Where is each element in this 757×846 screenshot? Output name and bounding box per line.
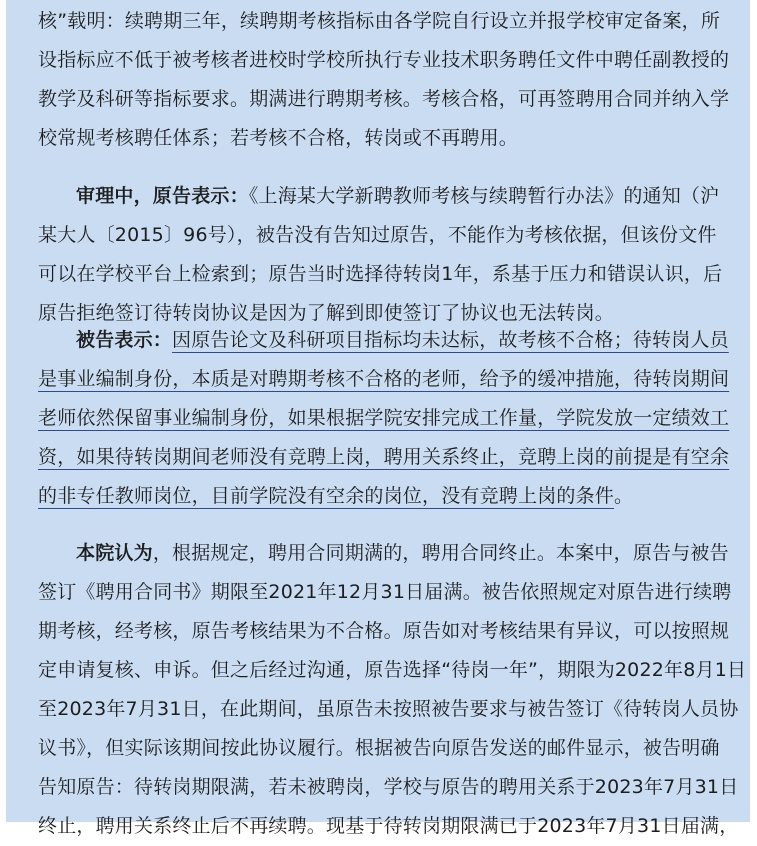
underlined-text: 的非专任教师岗位，目前学院没有空余的岗位，没有竞聘上岗的条件 <box>38 485 615 507</box>
text-line: 签订《聘用合同书》期限至2021年12月31日届满。被告依照规定对原告进行续聘 <box>38 581 732 603</box>
text-line: 校常规考核聘任体系；若考核不合格，转岗或不再聘用。 <box>38 127 519 149</box>
text-line: 告知原告：待转岗期限满，若未被聘岗，学校与原告的聘用关系于2023年7月31日 <box>38 776 739 798</box>
text-line: 设指标应不低于被考核者进校时学校所执行专业技术职务聘任文件中聘任副教授的 <box>38 49 730 71</box>
text-line: 某大人〔2015〕96号），被告没有告知过原告，不能作为考核依据，但该份文件 <box>38 224 717 246</box>
document-page <box>6 0 750 837</box>
text-line <box>38 534 728 573</box>
text-run: ，根据规定，聘用合同期满的，聘用合同终止。本案中，原告与被告 <box>152 542 729 564</box>
paragraph-renewal-terms <box>38 2 728 158</box>
text-run: 。 <box>614 485 634 507</box>
text-line <box>38 477 728 516</box>
underlined-text: 老师依然保留事业编制身份，如果根据学院安排完成工作量，学院发放一定绩效工 <box>38 407 730 429</box>
paragraph-defendant-statement <box>38 321 728 516</box>
text-line <box>38 399 728 438</box>
text-line: 教学及科研等指标要求。期满进行聘期考核。考核合格，可再签聘用合同并纳入学 <box>38 88 730 110</box>
text-line <box>38 177 728 216</box>
underlined-text: 因原告论文及科研项目指标均未达标，故考核不合格；待转岗人员 <box>172 329 729 351</box>
text-line: 期考核，经考核，原告考核结果为不合格。原告如对考核结果有异议，可以按照规 <box>38 620 730 642</box>
paragraph-court-opinion <box>38 534 747 846</box>
defendant-label: 被告表示： <box>76 329 173 351</box>
paragraph-plaintiff-statement <box>38 177 728 333</box>
text-line: 定申请复核、申诉。但之后经过沟通，原告选择“待岗一年”，期限为2022年8月1日 <box>38 659 747 681</box>
court-label: 本院认为 <box>76 542 153 564</box>
text-line: 可以在学校平台上检索到；原告当时选择待转岗1年，系基于压力和错误认识，后 <box>38 263 723 285</box>
plaintiff-label: 审理中，原告表示： <box>76 185 249 207</box>
text-line: 终止，聘用关系终止后不再续聘。现基于待转岗期限满已于2023年7月31日届满， <box>38 815 739 837</box>
text-line: 原告拒绝签订待转岗协议是因为了解到即使签订了协议也无法转岗。 <box>38 302 615 324</box>
text-line <box>38 360 728 399</box>
text-run: 《上海某大学新聘教师考核与续聘暂行办法》的通知（沪 <box>248 185 720 207</box>
text-line: 至2023年7月31日，在此期间，虽原告未按照被告要求与被告签订《待转岗人员协 <box>38 698 739 720</box>
text-line: 议书》，但实际该期间按此协议履行。根据被告向原告发送的邮件显示，被告明确 <box>38 737 720 759</box>
underlined-text: 资，如果待转岗期间老师没有竞聘上岗，聘用关系终止，竞聘上岗的前提是有空余 <box>38 446 730 468</box>
text-line <box>38 321 728 360</box>
underlined-text: 是事业编制身份，本质是对聘期考核不合格的老师，给予的缓冲措施，待转岗期间 <box>38 368 730 390</box>
text-line <box>38 438 728 477</box>
text-line: 核”载明：续聘期三年，续聘期考核指标由各学院自行设立并报学校审定备案，所 <box>38 10 721 32</box>
